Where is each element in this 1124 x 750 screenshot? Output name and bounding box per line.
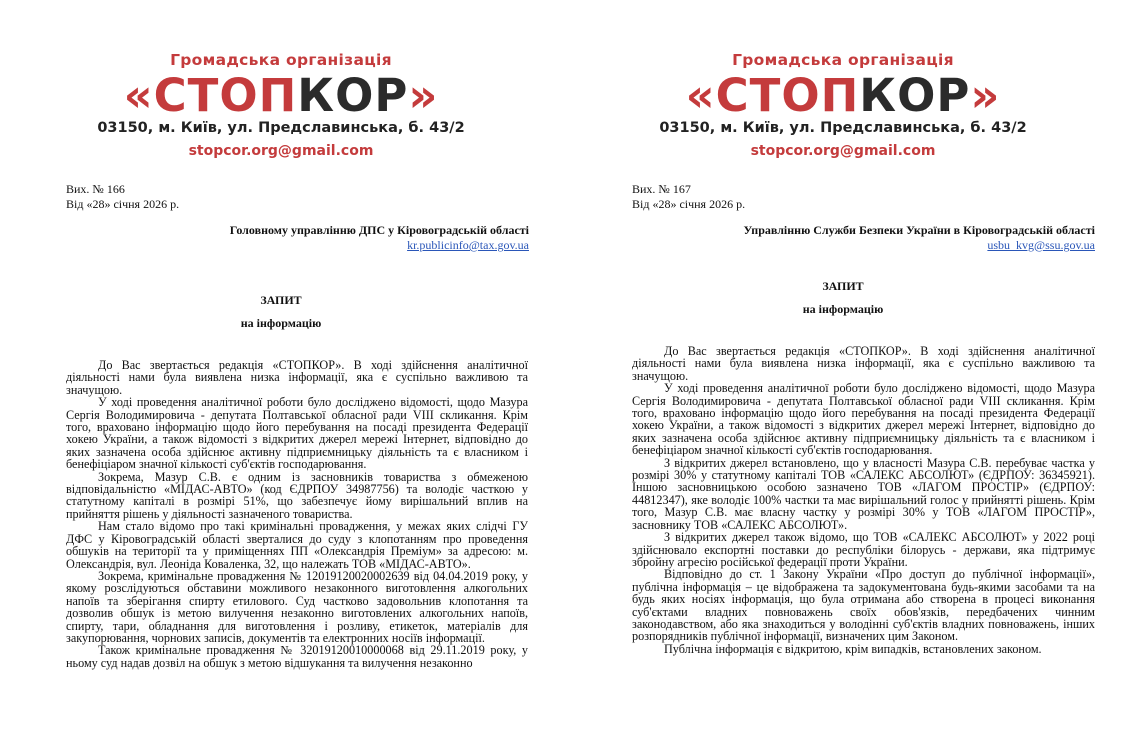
recipient-email-link[interactable]: usbu_kvg@ssu.gov.ua — [987, 238, 1095, 252]
paragraph: До Вас звертається редакція «СТОПКОР». В ході здійснення аналітичної діяльності нами була виявлена низка інформації, яка є суспільно важливою та значущою. — [632, 344, 1095, 383]
document-subtitle: на інформацію — [240, 316, 322, 330]
letterhead-logo-name: «СТОПКОР» — [685, 69, 1001, 122]
letter-date: Від «28» січня 2026 р. — [66, 196, 180, 211]
out-number: Вих. № 166 — [66, 182, 125, 196]
recipient-block — [743, 223, 1095, 253]
paragraph: Нам стало відомо про такі кримінальні провадження, у межах яких слідчі ГУ ДФС у Кіровоградській області зверталися до суду з клопотанням про проведення обшуків на території та у приміщеннях ПП «Олександрія Преміум» за адресою: м. Олександрія, вул. Леоніда Коваленка, 32, що належать ТОВ «МІДАС-АВТО». — [66, 519, 528, 571]
letterhead-address: 03150, м. Київ, ул. Предславинська, б. 43/2 — [659, 120, 1027, 136]
paragraph: Зокрема, кримінальне провадження № 12019120020002639 від 04.04.2019 року, у якому розслідуються обставини можливого незаконного виготовлення алкогольних напоїв та зберігання спирту етилового. Суд частково задовольнив клопотання та дозволив обшук із метою вилучення незаконно виготовлених алкогольних напоїв, спирту, тари, обладнання для виготовлення і розливу, етикеток, матеріалів для закупорювання, чорнових записів, документів та електронних носіїв інформації. — [66, 568, 528, 645]
letter-body — [66, 359, 528, 669]
outgoing-reference — [632, 182, 745, 211]
paragraph: До Вас звертається редакція «СТОПКОР». В ході здійснення аналітичної діяльності нами була виявлена низка інформації, яка є суспільно важливою та значущою. — [66, 358, 528, 397]
recipient-name: Управлінню Служби Безпеки України в Кіровоградській області — [743, 223, 1095, 237]
letterhead-email: stopcor.org@gmail.com — [750, 143, 936, 159]
letterhead-email: stopcor.org@gmail.com — [188, 143, 374, 159]
paragraph: Також кримінальне провадження № 32019120010000068 від 29.11.2019 року, у ньому суд надав дозвіл на обшук з метою відшукання та вилучення незаконно — [66, 643, 528, 670]
paragraph: Публічна інформація є відкритою, крім випадків, встановлених законом. — [664, 641, 1042, 656]
letter-page-right — [562, 0, 1124, 750]
outgoing-reference — [66, 182, 179, 211]
document-title: ЗАПИТ — [822, 279, 864, 293]
paragraph: У ході проведення аналітичної роботи було досліджено відомості, щодо Мазура Сергія Володимировича - депутата Полтавської обласної ради VIII скликання. Крім того, враховано інформацію щодо його перебування на посаді президента Федерації хокею України, а також відомості з відкритих джерел мережі Інтернет, відповідно до яких зазначена особа здійснює активну підприємницьку діяльність та є власником і бенефіціаром значної кількості суб'єктів господарювання. — [66, 395, 528, 472]
paragraph: Зокрема, Мазур С.В. є одним із засновників товариства з обмеженою відповідальністю «МІДАС-АВТО» (код ЄДРПОУ 34987756) та володіє часткою у статутному капіталі в розмірі 51%, що забезпечує йому вирішальний вплив на прийняття рішень у діяльності зазначеного товариства. — [66, 469, 528, 521]
letterhead-org-type: Громадська організація — [170, 51, 392, 69]
paragraph: Відповідно до ст. 1 Закону України «Про доступ до публічної інформації», публічна інформація – це відображена та задокументована будь-якими засобами та на будь яких носіях інформація, що була отримана або створена в процесі виконання суб'єктами владних повноважень своїх обов'язків, передбачених чинним законодавством, або яка знаходиться у володінні суб'єктів владних повноважень, інших розпорядників публічної інформації, визначених цим Законом. — [632, 567, 1095, 644]
recipient-block — [230, 223, 529, 253]
letter-date: Від «28» січня 2026 р. — [632, 196, 746, 211]
paragraph: У ході проведення аналітичної роботи було досліджено відомості, щодо Мазура Сергія Володимировича - депутата Полтавської обласної ради VIII скликання. Крім того, враховано інформацію щодо його перебування на посаді президента Федерації хокею України, а також відомості з відкритих джерел мережі Інтернет, відповідно до яких зазначена особа здійснює активну підприємницьку діяльність та є власником і бенефіціаром значної кількості суб'єктів господарювання. — [632, 381, 1095, 458]
document-subtitle: на інформацію — [802, 302, 884, 316]
recipient-email-link[interactable]: kr.publicinfo@tax.gov.ua — [407, 238, 529, 252]
out-number: Вих. № 167 — [632, 182, 691, 196]
letterhead-logo-name: «СТОПКОР» — [123, 69, 439, 122]
paragraph: З відкритих джерел встановлено, що у власності Мазура С.В. перебуває частка у розмірі 30% у статутному капіталі ТОВ «САЛЕКС АБСОЛЮТ» (ЄДРПОУ: 36345921). Іншою засновницькою особою зазначено ТОВ «ЛАГОМ ПРОСТІР» (ЄДРПОУ: 44812347), яке володіє 100% частки та має вирішальний голос у прийнятті рішень. Крім того, Мазур С.В. має власну частку у розмірі 30% у ТОВ «ЛАГОМ ПРОСТІР», засновнику ТОВ «САЛЕКС АБСОЛЮТ». — [632, 455, 1095, 532]
paragraph: З відкритих джерел також відомо, що ТОВ «САЛЕКС АБСОЛЮТ» у 2022 році здійснювало експортні поставки до республіки білорусь - держави, яка підтримує збройну агресію російської федерації проти України. — [632, 530, 1095, 569]
letterhead-org-type: Громадська організація — [732, 51, 954, 69]
letterhead-address: 03150, м. Київ, ул. Предславинська, б. 43/2 — [97, 120, 465, 136]
document-title: ЗАПИТ — [260, 293, 302, 307]
recipient-name: Головному управлінню ДПС у Кіровоградській області — [229, 223, 529, 237]
letter-body — [632, 345, 1095, 655]
